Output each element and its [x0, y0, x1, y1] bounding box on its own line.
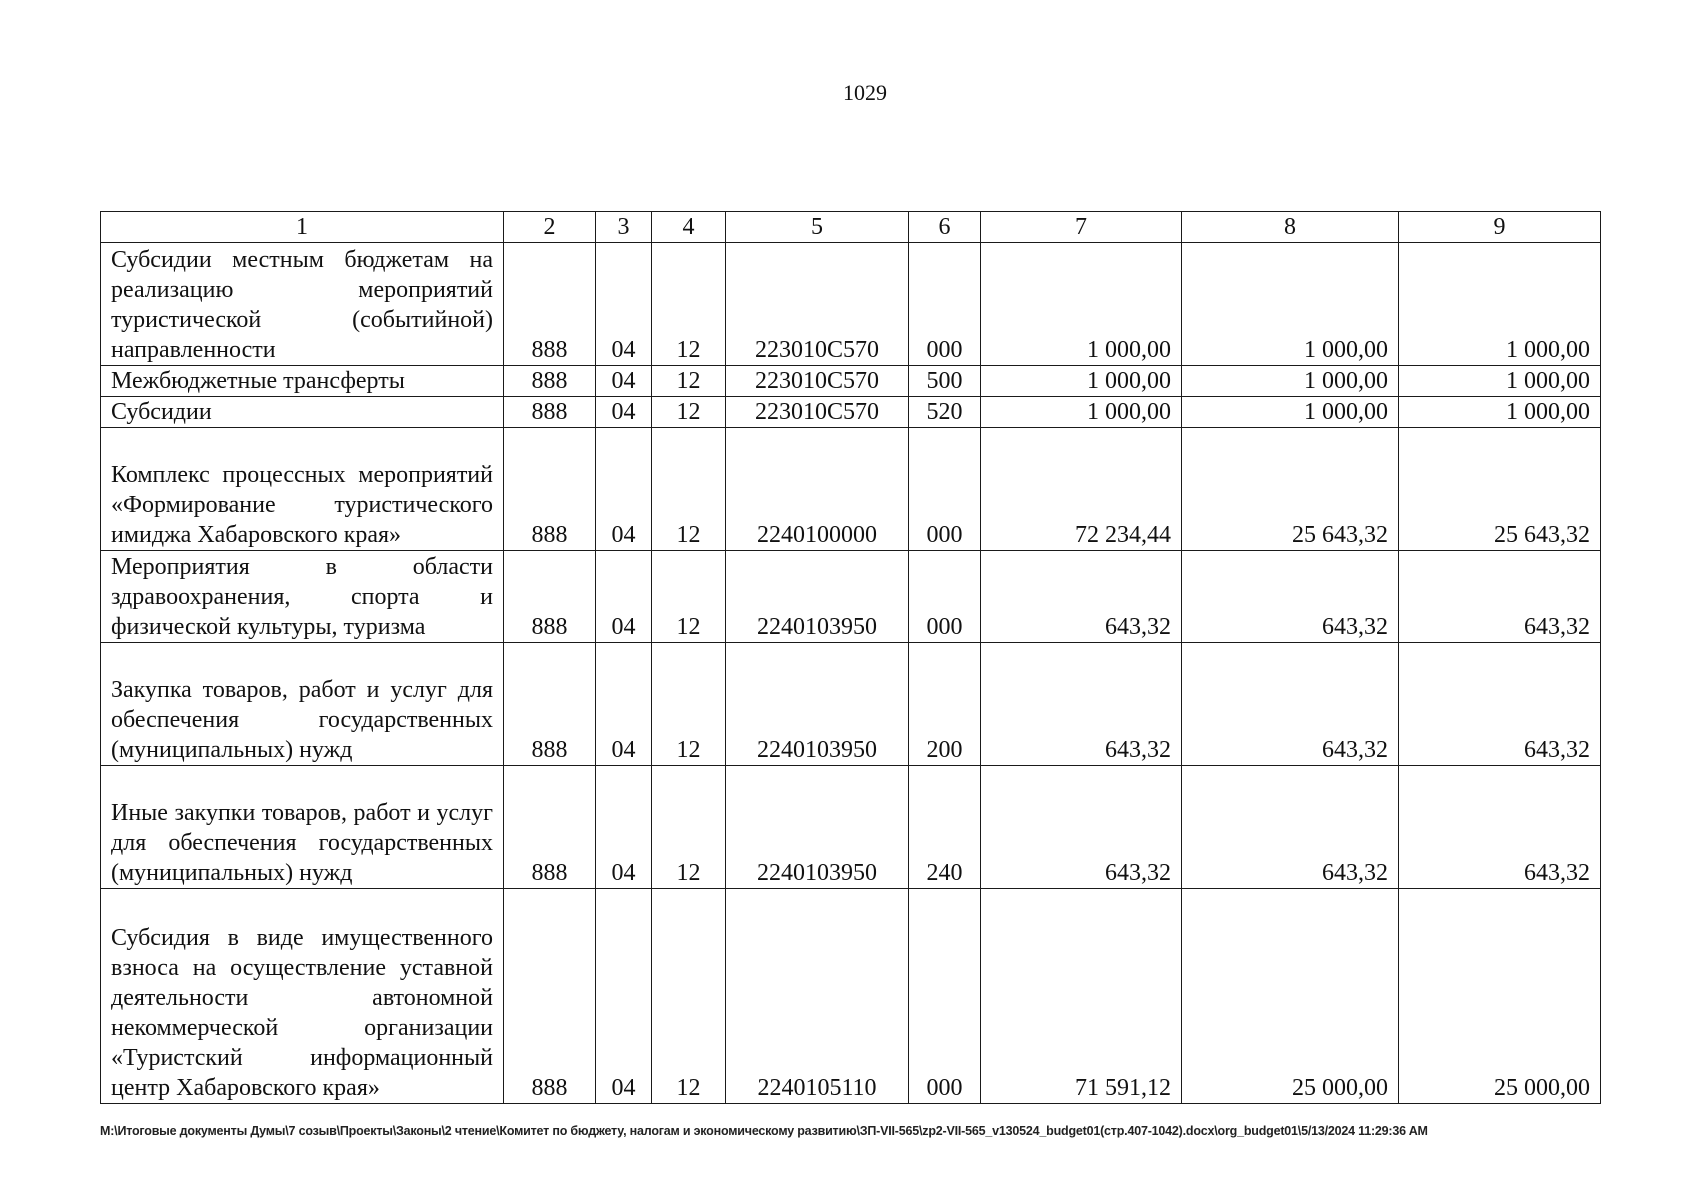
cell-amount-7: 71 591,12 — [981, 889, 1182, 1104]
cell-target-article: 223010С570 — [726, 243, 909, 366]
cell-expense-type: 000 — [909, 428, 981, 551]
cell-amount-8: 643,32 — [1182, 551, 1399, 643]
cell-amount-7: 72 234,44 — [981, 428, 1182, 551]
cell-expense-type: 000 — [909, 889, 981, 1104]
page-number: 1029 — [843, 80, 887, 105]
cell-amount-8: 25 643,32 — [1182, 428, 1399, 551]
cell-subsection: 12 — [652, 766, 726, 889]
table-row — [101, 397, 1601, 428]
header-cell: 2 — [504, 212, 596, 243]
cell-section: 04 — [596, 766, 652, 889]
header-cell: 4 — [652, 212, 726, 243]
cell-amount-7: 1 000,00 — [981, 397, 1182, 428]
cell-ministry: 888 — [504, 889, 596, 1104]
table-header-row — [101, 212, 1601, 243]
cell-subsection: 12 — [652, 397, 726, 428]
row-name-cell: Субсидии — [101, 397, 504, 428]
header-cell: 8 — [1182, 212, 1399, 243]
cell-target-article: 2240103950 — [726, 643, 909, 766]
budget-table — [100, 211, 1601, 1104]
cell-subsection: 12 — [652, 366, 726, 397]
cell-subsection: 12 — [652, 428, 726, 551]
cell-expense-type: 240 — [909, 766, 981, 889]
header-cell: 3 — [596, 212, 652, 243]
cell-ministry: 888 — [504, 397, 596, 428]
cell-amount-9: 1 000,00 — [1399, 366, 1601, 397]
cell-subsection: 12 — [652, 889, 726, 1104]
header-cell: 7 — [981, 212, 1182, 243]
cell-amount-9: 643,32 — [1399, 766, 1601, 889]
table-row — [101, 766, 1601, 889]
cell-expense-type: 000 — [909, 551, 981, 643]
header-cell: 1 — [101, 212, 504, 243]
cell-amount-7: 643,32 — [981, 643, 1182, 766]
row-name-cell: Межбюджетные трансферты — [101, 366, 504, 397]
row-name-cell: Субсидия в виде имущественного взноса на осуществление уставной деятельности автономной некоммерческой организации «Туристский информационный центр Хабаровского края» — [101, 889, 504, 1104]
cell-amount-8: 1 000,00 — [1182, 397, 1399, 428]
cell-amount-9: 1 000,00 — [1399, 397, 1601, 428]
cell-section: 04 — [596, 366, 652, 397]
cell-section: 04 — [596, 243, 652, 366]
cell-ministry: 888 — [504, 766, 596, 889]
cell-section: 04 — [596, 551, 652, 643]
cell-target-article: 2240103950 — [726, 551, 909, 643]
table-row — [101, 643, 1601, 766]
row-name-cell: Комплекс процессных мероприятий «Формирование туристического имиджа Хабаровского края» — [101, 428, 504, 551]
cell-amount-9: 643,32 — [1399, 643, 1601, 766]
cell-amount-9: 25 000,00 — [1399, 889, 1601, 1104]
cell-section: 04 — [596, 643, 652, 766]
document-path-footer: M:\Итоговые документы Думы\7 созыв\Проекты\Законы\2 чтение\Комитет по бюджету, налогам и экономическому развитию\ЗП-VII-565\zp2-VII-565_v130524_budget01(стр.407-1042).docx\org_budget01\5/13/2024 11:29:36 AM — [100, 1124, 1428, 1138]
cell-amount-8: 643,32 — [1182, 643, 1399, 766]
table-row — [101, 428, 1601, 551]
cell-expense-type: 000 — [909, 243, 981, 366]
header-cell: 9 — [1399, 212, 1601, 243]
cell-section: 04 — [596, 397, 652, 428]
row-name-cell: Закупка товаров, работ и услуг для обеспечения государственных (муниципальных) нужд — [101, 643, 504, 766]
cell-amount-8: 1 000,00 — [1182, 243, 1399, 366]
cell-ministry: 888 — [504, 243, 596, 366]
cell-subsection: 12 — [652, 551, 726, 643]
table-row — [101, 366, 1601, 397]
cell-ministry: 888 — [504, 428, 596, 551]
cell-ministry: 888 — [504, 643, 596, 766]
cell-expense-type: 520 — [909, 397, 981, 428]
cell-amount-9: 25 643,32 — [1399, 428, 1601, 551]
row-name-cell: Мероприятия в области здравоохранения, спорта и физической культуры, туризма — [101, 551, 504, 643]
cell-expense-type: 500 — [909, 366, 981, 397]
cell-section: 04 — [596, 428, 652, 551]
cell-ministry: 888 — [504, 551, 596, 643]
cell-target-article: 2240103950 — [726, 766, 909, 889]
cell-target-article: 2240105110 — [726, 889, 909, 1104]
cell-amount-9: 643,32 — [1399, 551, 1601, 643]
cell-amount-7: 1 000,00 — [981, 366, 1182, 397]
cell-subsection: 12 — [652, 243, 726, 366]
cell-amount-7: 643,32 — [981, 551, 1182, 643]
row-name-cell: Иные закупки товаров, работ и услуг для обеспечения государственных (муниципальных) нужд — [101, 766, 504, 889]
cell-amount-8: 25 000,00 — [1182, 889, 1399, 1104]
table-row — [101, 551, 1601, 643]
cell-section: 04 — [596, 889, 652, 1104]
row-name-cell: Субсидии местным бюджетам на реализацию мероприятий туристической (событийной) направленности — [101, 243, 504, 366]
cell-expense-type: 200 — [909, 643, 981, 766]
cell-amount-7: 643,32 — [981, 766, 1182, 889]
cell-target-article: 223010С570 — [726, 397, 909, 428]
cell-subsection: 12 — [652, 643, 726, 766]
cell-target-article: 223010С570 — [726, 366, 909, 397]
cell-amount-8: 643,32 — [1182, 766, 1399, 889]
cell-amount-7: 1 000,00 — [981, 243, 1182, 366]
header-cell: 6 — [909, 212, 981, 243]
header-cell: 5 — [726, 212, 909, 243]
cell-amount-8: 1 000,00 — [1182, 366, 1399, 397]
table-row — [101, 889, 1601, 1104]
cell-target-article: 2240100000 — [726, 428, 909, 551]
table-row — [101, 243, 1601, 366]
cell-amount-9: 1 000,00 — [1399, 243, 1601, 366]
cell-ministry: 888 — [504, 366, 596, 397]
